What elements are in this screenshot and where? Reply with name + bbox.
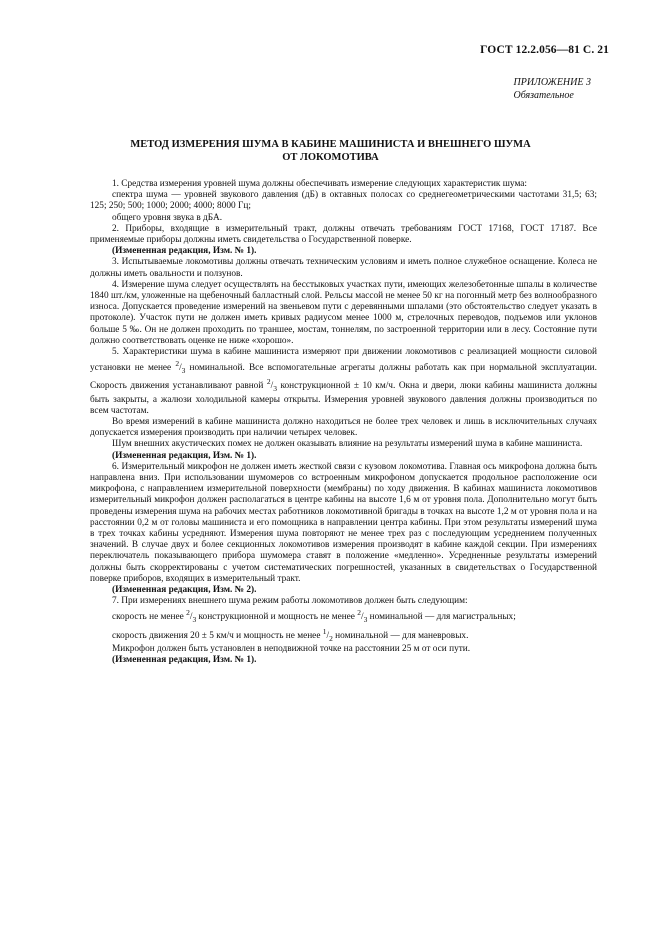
fraction-den: 3	[192, 615, 197, 625]
document-body	[90, 179, 597, 666]
fraction-num: 2	[175, 359, 180, 369]
paragraph-4: 4. Измерение шума следует осуществлять на бесстыковых участках пути, имеющих железобетонные шпалы в количестве 1840 шт./км, уложенные на щебеночный балластный слой. Рельсы массой не менее 50 кг на погонный метр без волнообразного износа. Допускается проведение измерений на звеньевом пути с деревянными шпалами (это обстоятельство следует указать в протоколе). Участок пути не должен иметь кривых радиусом менее 1000 м, стрелочных переводов, подъемов или уклонов больше 5 ‰. Он не должен проходить по траншее, мостам, тоннелям, по застроенной территории или в лесу. Состояние пути должно соответствовать оценке не ниже «хорошо».	[90, 279, 597, 346]
document-title	[60, 138, 601, 164]
revision-note: (Измененная редакция, Изм. № 1).	[112, 246, 257, 257]
p7b-text-1: скорость движения 20 ± 5 км/ч и мощность не менее	[112, 630, 323, 641]
revision-note: (Измененная редакция, Изм. № 1).	[112, 450, 257, 461]
appendix-title: ПРИЛОЖЕНИЕ 3	[513, 77, 591, 88]
paragraph-7b: скорость движения 20 ± 5 км/ч и мощность не менее $^1/_2$ номинальной — для маневровых.	[112, 626, 469, 643]
p7a-text-3: номинальной — для магистральных;	[367, 612, 516, 623]
p5-text-c: конструкционной ± 10 км/ч. Окна и двери, люки кабины машиниста должны быть закрыты, а жалюзи холодильной камеры открыты. Измерения уровней звукового давления должны производиться по всем частотам.	[90, 381, 597, 416]
paragraph-1a: спектра шума — уровней звукового давления (дБ) в октавных полосах со среднегеометрическими частотами 31,5; 63; 125; 250; 500; 1000; 2000; 4000; 8000 Гц;	[90, 190, 597, 212]
page-header: ГОСТ 12.2.056—81 С. 21	[480, 44, 609, 56]
paragraph-1: 1. Средства измерения уровней шума должны обеспечивать измерение следующих характеристик шума:	[112, 179, 527, 189]
revision-note: (Измененная редакция, Изм. № 1).	[112, 654, 257, 665]
title-line-1: МЕТОД ИЗМЕРЕНИЯ ШУМА В КАБИНЕ МАШИНИСТА И ВНЕШНЕГО ШУМА	[130, 139, 531, 150]
paragraph-7a: скорость не менее $^2/_3$ конструкционной и мощность не менее $^2/_3$ номинальной — для магистральных;	[112, 608, 516, 625]
paragraph-2: 2. Приборы, входящие в измерительный тракт, должны отвечать требованиям ГОСТ 17168, ГОСТ 17187. Все применяемые приборы должны иметь свидетельства о Государственной поверке.	[90, 223, 597, 246]
fraction-den: 3	[273, 384, 277, 394]
fraction-den: 3	[181, 366, 186, 376]
appendix-status: Обязательное	[513, 90, 574, 101]
paragraph-5: 5. Характеристики шума в кабине машиниста измеряют при движении локомотивов с реализацией мощности силовой установки не менее $^2/_3$ номинальной. Все вспомогательные агрегаты должны работать как при нормальной эксплуатации. Скорость движения устанавливают равной $^2/_3$ конструкционной ± 10 км/ч. Окна и двери, люки кабины машиниста должны быть закрыты, а жалюзи холодильной камеры открыты. Измерения уровней звукового давления должны производиться по всем частотам.	[90, 347, 597, 416]
title-line-2: ОТ ЛОКОМОТИВА	[282, 152, 379, 163]
fraction-num: 2	[357, 608, 362, 618]
p5-text-b: номинальной. Все вспомогательные агрегаты должны работать как при нормальной эксплуатации. Скорость движения устанавливают равной	[90, 363, 597, 392]
paragraph-5b: Во время измерений в кабине машиниста должно находиться не более трех человек и лишь в исключительных случаях допускается измерения производить при наличии четырех человек.	[90, 416, 597, 439]
p7a-text-1: скорость не менее	[112, 612, 187, 623]
appendix-block	[514, 76, 592, 102]
p7b-text-2: номинальной — для маневровых.	[332, 630, 469, 641]
fraction-den: 2	[329, 633, 333, 643]
paragraph-7: 7. При измерениях внешнего шума режим работы локомотивов должен быть следующим:	[112, 596, 468, 607]
paragraph-1b: общего уровня звука в дБА.	[112, 212, 223, 223]
paragraph-3: 3. Испытываемые локомотивы должны отвечать техническим условиям и иметь полное служебное оснащение. Колеса не должны иметь овальности и ползунов.	[90, 257, 597, 279]
p7a-text-2: конструкционной и мощность не менее	[196, 612, 358, 623]
revision-note: (Измененная редакция, Изм. № 2).	[112, 585, 257, 596]
paragraph-7c: Микрофон должен быть установлен в неподвижной точке на расстоянии 25 м от оси пути.	[112, 643, 471, 654]
fraction-num: 2	[266, 377, 271, 387]
fraction-num: 2	[186, 608, 190, 618]
fraction-num: 1	[322, 626, 327, 636]
paragraph-6: 6. Измерительный микрофон не должен иметь жесткой связи с кузовом локомотива. Главная ось микрофона должна быть направлена вниз. При использовании шумомеров со встроенным микрофоном допускается продольное расположение оси микрофона, с направлением измерительной поверхности (мембраны) по ходу движения. В кабинах машиниста локомотивов измерительный микрофон должен располагаться в центре кабины на высоте 1,6 м от уровня пола. Дополнительно могут быть проведены измерения шума на рабочих местах работников локомотивной бригады в точках на высоте 1,2 м от уровня пола и на расстоянии 0,2 м от головы машиниста и его помощника в направлении центра кабины. При этом результаты измерений шума в трех точках кабины усредняют. Измерения шума повторяют не менее трех раз с последующим усреднением полученных значений. В случае двух и более секционных локомотивов измерения производят в кабине каждой секции. При измерениях переключатель показывающего прибора шумомера ставят в положение «медленно». Усредненные результаты измерений должны быть скорректированы с учетом систематических погрешностей, указанных в свидетельствах о Государственной поверке приборов, входящих в измерительный тракт.	[90, 461, 597, 584]
p5-text-a: 5. Характеристики шума в кабине машиниста измеряют при движении локомотивов с реализацией мощности силовой установки не менее	[90, 347, 597, 374]
fraction-den: 3	[363, 615, 368, 625]
paragraph-5c: Шум внешних акустических помех не должен оказывать влияние на результаты измерений шума в кабине машиниста.	[112, 439, 583, 450]
